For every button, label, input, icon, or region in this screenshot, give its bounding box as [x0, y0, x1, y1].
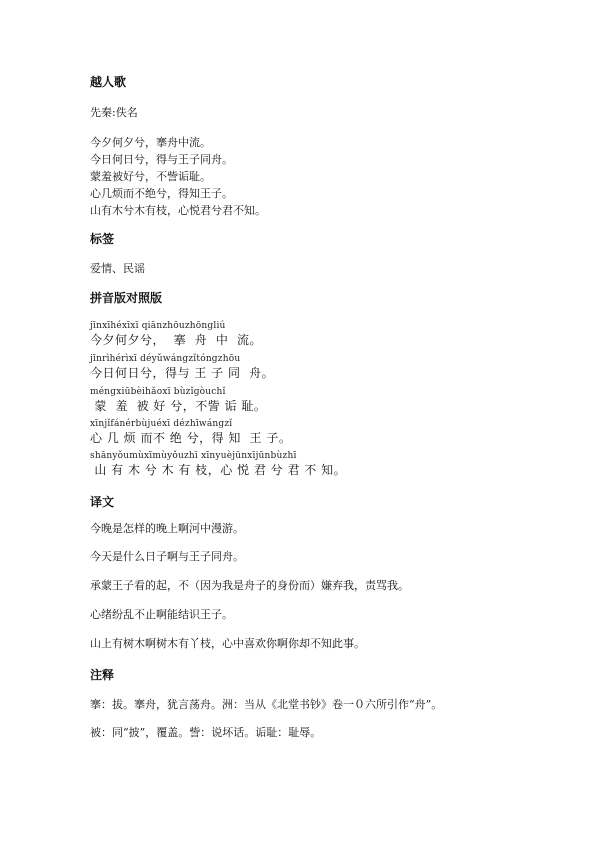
- translation-line: 今天是什么日子啊与王子同舟。: [90, 550, 244, 563]
- tags-heading: 标签: [90, 232, 115, 246]
- note-line: 搴：拔。搴舟，犹言荡舟。洲：当从《北堂书钞》卷一０六所引作“舟”。: [90, 698, 443, 711]
- note-line: 被：同“披”，覆盖。訾：说坏话。诟耻：耻辱。: [90, 726, 322, 739]
- poem-author: 先秦:佚名: [90, 106, 138, 119]
- translation-heading: 译文: [90, 495, 115, 509]
- hanzi-line: 山 有 木 兮 木 有 枝，心 悦 君 兮 君 不 知。: [90, 463, 347, 477]
- poem-line: 心几烦而不绝兮，得知王子。: [90, 187, 233, 200]
- hanzi-line: 今夕何夕兮， 搴 舟 中 流。: [90, 333, 263, 347]
- poem-line: 蒙羞被好兮，不訾诟耻。: [90, 170, 211, 183]
- pinyin-line: jīnxīhéxīxī qiānzhōuzhōngliú: [90, 321, 226, 331]
- notes-heading: 注释: [90, 668, 115, 682]
- translation-line: 承蒙王子看的起，不（因为我是舟子的身份而）嫌弃我，责骂我。: [90, 579, 409, 592]
- pinyin-line: jīnrìhérìxī déyǔwángzǐtóngzhōu: [90, 354, 241, 364]
- hanzi-line: 蒙 羞 被 好 兮，不訾 诟 耻。: [90, 399, 267, 413]
- pinyin-line: méngxiūbèihǎoxī bùzǐgòuchǐ: [90, 387, 226, 397]
- tags-text: 爱情、民谣: [90, 262, 145, 275]
- poem-line: 今夕何夕兮，搴舟中流。: [90, 136, 211, 149]
- poem-title: 越人歌: [90, 75, 127, 89]
- translation-line: 山上有树木啊树木有丫枝，心中喜欢你啊你却不知此事。: [90, 637, 365, 650]
- pinyin-line: shānyǒumùxīmùyǒuzhī xīnyuèjūnxījūnbùzhī: [90, 451, 297, 461]
- translation-line: 心绪纷乱不止啊能结识王子。: [90, 608, 233, 621]
- pinyin-line: xīnjǐfánérbùjuéxī dézhīwángzǐ: [90, 419, 233, 429]
- hanzi-line: 心 几 烦 而不 绝 兮，得 知 王 子。: [90, 431, 292, 445]
- hanzi-line: 今日何日兮，得与 王 子 同 舟。: [90, 366, 275, 380]
- translation-line: 今晚是怎样的晚上啊河中漫游。: [90, 522, 244, 535]
- poem-line: 山有木兮木有枝，心悦君兮君不知。: [90, 204, 266, 217]
- pinyin-heading: 拼音版对照版: [90, 291, 163, 305]
- poem-line: 今日何日兮，得与王子同舟。: [90, 153, 233, 166]
